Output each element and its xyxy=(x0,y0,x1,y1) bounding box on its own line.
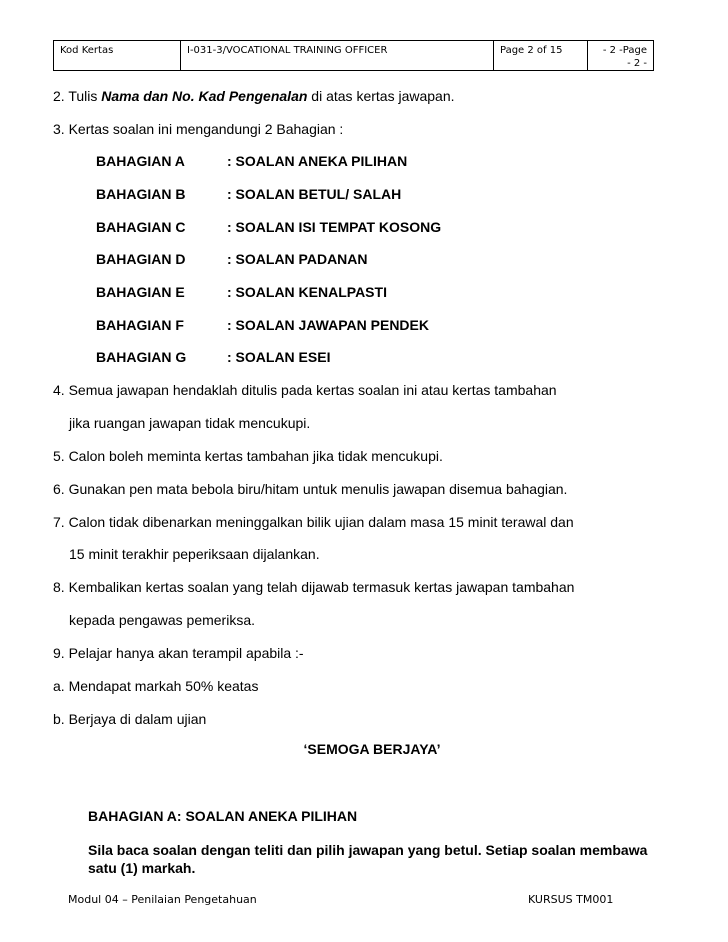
item-7-line2: 15 minit terakhir peperiksaan dijalankan. xyxy=(69,546,320,562)
page-number xyxy=(588,41,653,70)
section-name: BAHAGIAN B xyxy=(96,186,186,202)
page-number-line2: - 2 - xyxy=(627,58,647,69)
item-7-line1: 7. Calon tidak dibenarkan meninggalkan bilik ujian dalam masa 15 minit terawal dan xyxy=(53,514,574,530)
closing-greeting: ‘SEMOGA BERJAYA’ xyxy=(303,741,441,757)
section-desc: : SOALAN ISI TEMPAT KOSONG xyxy=(227,219,442,235)
course-code: I-031-3/VOCATIONAL TRAINING OFFICER xyxy=(181,41,494,70)
section-row xyxy=(96,153,408,169)
section-row xyxy=(96,251,368,267)
section-name: BAHAGIAN G xyxy=(96,349,187,365)
item-4-line2: jika ruangan jawapan tidak mencukupi. xyxy=(69,415,311,431)
section-desc: : SOALAN KENALPASTI xyxy=(227,284,387,300)
section-desc: : SOALAN JAWAPAN PENDEK xyxy=(227,317,429,333)
item-2 xyxy=(53,88,455,104)
header-table xyxy=(53,40,654,71)
item-2-prefix: 2. Tulis xyxy=(53,88,102,104)
page-number-line1: - 2 -Page xyxy=(602,45,647,56)
item-8-line1: 8. Kembalikan kertas soalan yang telah dijawab termasuk kertas jawapan tambahan xyxy=(53,579,575,595)
item-5: 5. Calon boleh meminta kertas tambahan jika tidak mencukupi. xyxy=(53,448,443,464)
footer-module: Modul 04 – Penilaian Pengetahuan xyxy=(68,893,257,906)
section-row xyxy=(96,186,402,202)
page-of: Page 2 of 15 xyxy=(494,41,588,70)
section-name: BAHAGIAN A xyxy=(96,153,185,169)
section-desc: : SOALAN BETUL/ SALAH xyxy=(227,186,402,202)
section-desc: : SOALAN PADANAN xyxy=(227,251,368,267)
item-b: b. Berjaya di dalam ujian xyxy=(53,711,207,727)
section-name: BAHAGIAN D xyxy=(96,251,186,267)
item-8-line2: kepada pengawas pemeriksa. xyxy=(69,612,256,628)
item-4-line1: 4. Semua jawapan hendaklah ditulis pada kertas soalan ini atau kertas tambahan xyxy=(53,382,557,398)
section-name: BAHAGIAN F xyxy=(96,317,184,333)
section-name: BAHAGIAN E xyxy=(96,284,185,300)
section-row xyxy=(96,349,331,365)
footer-course: KURSUS TM001 xyxy=(528,893,614,906)
section-row xyxy=(96,219,442,235)
item-6: 6. Gunakan pen mata bebola biru/hitam untuk menulis jawapan disemua bahagian. xyxy=(53,481,568,497)
item-2-suffix: di atas kertas jawapan. xyxy=(307,88,455,104)
item-3: 3. Kertas soalan ini mengandungi 2 Bahagian : xyxy=(53,121,344,137)
section-desc: : SOALAN ESEI xyxy=(227,349,331,365)
section-a-title: BAHAGIAN A: SOALAN ANEKA PILIHAN xyxy=(88,808,358,824)
section-name: BAHAGIAN C xyxy=(96,219,186,235)
section-row xyxy=(96,317,429,333)
item-a: a. Mendapat markah 50% keatas xyxy=(53,678,259,694)
code-label: Kod Kertas xyxy=(54,41,181,70)
item-9: 9. Pelajar hanya akan terampil apabila :- xyxy=(53,645,304,661)
item-2-emphasis: Nama dan No. Kad Pengenalan xyxy=(101,88,308,104)
section-row xyxy=(96,284,387,300)
section-a-instruction: Sila baca soalan dengan teliti dan pilih jawapan yang betul. Setiap soalan membawa satu (1) markah. xyxy=(88,842,648,876)
section-desc: : SOALAN ANEKA PILIHAN xyxy=(227,153,408,169)
